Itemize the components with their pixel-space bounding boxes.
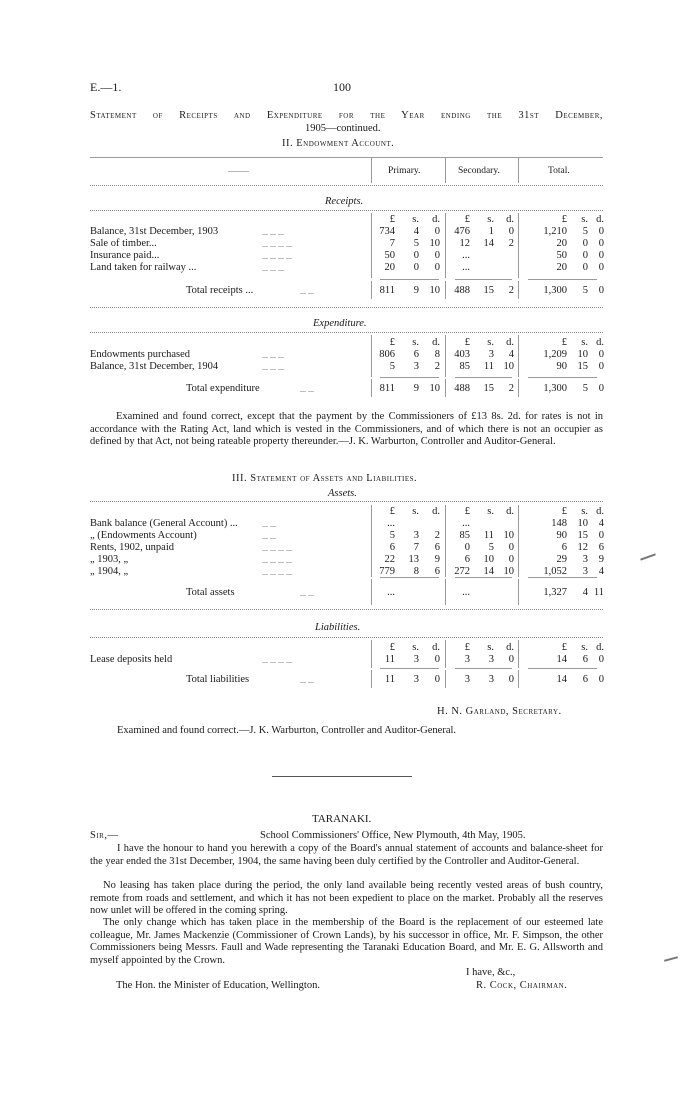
unit-label: d.: [506, 214, 514, 225]
receipts-row-total-shillings: 5: [582, 226, 588, 237]
liabilities-total-secondary-pounds: 3: [464, 674, 470, 685]
assets-row-total-pounds: 148: [551, 518, 567, 529]
expenditure-row-secondary-pounds: 85: [459, 361, 470, 372]
column-rule: [518, 379, 519, 397]
liabilities-total-secondary-pence: 0: [508, 674, 514, 685]
assets-row-total-shillings: 10: [577, 518, 588, 529]
liabilities-row-primary-shillings: 3: [413, 654, 419, 665]
statement-title: Statement of Receipts and Expenditure for the Year ending the 31st December,: [90, 110, 603, 121]
expenditure-row-secondary-pence: 4: [508, 349, 514, 360]
receipts-row-primary-pounds: 50: [384, 250, 395, 261]
expenditure-total-label: Total expenditure: [186, 383, 260, 394]
column-rule: [445, 379, 446, 397]
assets-total-leaders: ... ...: [300, 589, 314, 598]
total-col-header: Total.: [548, 166, 570, 176]
column-rule: [371, 281, 372, 299]
receipts-row-total-pence: 0: [598, 226, 604, 237]
liabilities-total-total-pounds: 14: [556, 674, 567, 685]
column-rule: [445, 579, 446, 605]
receipts-row-total-pounds: 50: [556, 250, 567, 261]
page-number: 100: [333, 80, 351, 94]
assets-row-total-pounds: 90: [556, 530, 567, 541]
unit-label: £: [561, 337, 567, 348]
liabilities-row-label: Lease deposits held: [90, 654, 173, 665]
expenditure-total-leaders: ... ...: [300, 385, 314, 394]
assets-total-total-pence: 11: [593, 587, 604, 598]
section-rule: [90, 307, 603, 308]
unit-label: s.: [412, 642, 419, 653]
column-rule: [445, 281, 446, 299]
assets-row-secondary-pounds: 85: [459, 530, 470, 541]
assets-row-secondary-pence: 10: [503, 566, 514, 577]
unit-label: s.: [487, 214, 494, 225]
assets-row-secondary-pounds: 6: [464, 554, 470, 565]
expenditure-total-secondary-pounds: 488: [454, 383, 470, 394]
unit-label: £: [389, 506, 395, 517]
liabilities-row-total-pounds: 14: [556, 654, 567, 665]
endowment-heading: II. Endowment Account.: [282, 138, 395, 149]
receipts-row-secondary-pounds: ...: [462, 262, 470, 273]
receipts-row-total-shillings: 0: [582, 262, 588, 273]
expenditure-row-primary-pence: 8: [434, 349, 440, 360]
letter-dateline: School Commissioners' Office, New Plymouth, 4th May, 1905.: [260, 830, 526, 841]
unit-label: d.: [596, 506, 604, 517]
liabilities-row-secondary-pence: 0: [508, 654, 514, 665]
column-rule: [445, 213, 446, 278]
expenditure-row-total-pounds: 90: [556, 361, 567, 372]
assets-row-primary-pounds: 22: [384, 554, 395, 565]
assets-row-total-pence: 4: [598, 566, 604, 577]
letter-title: TARANAKI.: [312, 813, 372, 825]
receipts-row-secondary-pounds: 476: [454, 226, 470, 237]
assets-row-secondary-shillings: 5: [488, 542, 494, 553]
assets-row-label: „ 1903, „: [90, 554, 129, 565]
receipts-row-primary-pounds: 734: [379, 226, 395, 237]
column-rule: [518, 213, 519, 278]
receipts-row-label: Insurance paid...: [90, 250, 160, 261]
unit-label: s.: [412, 214, 419, 225]
receipts-row-primary-shillings: 0: [413, 250, 419, 261]
margin-tick-mark: [640, 553, 656, 560]
expenditure-total-primary-pounds: 811: [379, 383, 395, 394]
receipts-row-leaders: ... ... ...: [262, 228, 284, 237]
assets-row-secondary-pounds: 0: [464, 542, 470, 553]
assets-row-secondary-pence: 10: [503, 530, 514, 541]
liabilities-total-secondary-shillings: 3: [488, 674, 494, 685]
receipts-total-secondary-pounds: 488: [454, 285, 470, 296]
assets-row-secondary-shillings: 14: [483, 566, 494, 577]
expenditure-row-primary-pounds: 806: [379, 349, 395, 360]
margin-tick-mark: [664, 956, 678, 962]
unit-label: d.: [432, 642, 440, 653]
liabilities-total-total-shillings: 6: [582, 674, 588, 685]
assets-row-primary-pounds: 5: [389, 530, 395, 541]
expenditure-row-primary-shillings: 3: [413, 361, 419, 372]
expenditure-row-total-shillings: 15: [577, 361, 588, 372]
assets-row-total-shillings: 3: [582, 566, 588, 577]
assets-row-secondary-pence: 0: [508, 542, 514, 553]
expenditure-total-total-pence: 0: [598, 383, 604, 394]
assets-row-total-pounds: 1,052: [543, 566, 567, 577]
assets-row-primary-pence: 6: [434, 542, 440, 553]
expenditure-row-total-pence: 0: [598, 349, 604, 360]
page-ref: E.—1.: [90, 80, 122, 94]
liabilities-total-primary-shillings: 3: [413, 674, 419, 685]
sum-rule: [528, 668, 597, 669]
assets-row-label: Rents, 1902, unpaid: [90, 542, 174, 553]
assets-row-primary-shillings: 7: [413, 542, 419, 553]
expenditure-row-total-shillings: 10: [577, 349, 588, 360]
assets-row-total-pence: 0: [598, 530, 604, 541]
expenditure-row-leaders: ... ... ...: [262, 351, 284, 360]
unit-label: £: [561, 642, 567, 653]
assets-total-total-pounds: 1,327: [543, 587, 567, 598]
assets-row-total-pence: 6: [598, 542, 604, 553]
sum-rule: [455, 577, 512, 578]
expenditure-total-total-shillings: 5: [582, 383, 588, 394]
receipts-row-secondary-shillings: 1: [488, 226, 494, 237]
receipts-row-label: Balance, 31st December, 1903: [90, 226, 219, 237]
receipts-row-primary-pounds: 7: [389, 238, 395, 249]
assets-heading: Assets.: [328, 488, 357, 499]
sum-rule: [455, 377, 512, 378]
assets-total-total-shillings: 4: [582, 587, 588, 598]
letter-paragraph-2: No leasing has taken place during the period, the only land available being recently vested areas of bush country, remote from roads and settlement, and which it has not been expedient to place on the market. Probably all the reserves now unlet will be offered in the coming spring.: [90, 880, 603, 916]
column-rule: [518, 281, 519, 299]
unit-label: £: [464, 337, 470, 348]
liabilities-total-primary-pence: 0: [434, 674, 440, 685]
assets-row-primary-shillings: 3: [413, 530, 419, 541]
sum-rule: [380, 577, 439, 578]
column-rule: [371, 379, 372, 397]
receipts-heading: Receipts.: [325, 196, 364, 207]
receipts-row-primary-shillings: 5: [413, 238, 419, 249]
receipts-total-secondary-pence: 2: [508, 285, 514, 296]
receipts-row-label: Sale of timber...: [90, 238, 157, 249]
column-rule: [518, 505, 519, 577]
liabilities-row-secondary-pounds: 3: [464, 654, 470, 665]
expenditure-row-leaders: ... ... ...: [262, 363, 284, 372]
unit-label: s.: [581, 506, 588, 517]
assets-row-primary-shillings: 13: [408, 554, 419, 565]
liabilities-total-total-pence: 0: [598, 674, 604, 685]
receipts-row-secondary-pounds: 12: [459, 238, 470, 249]
receipts-row-total-shillings: 0: [582, 250, 588, 261]
column-rule: [371, 670, 372, 688]
unit-label: d.: [432, 337, 440, 348]
assets-row-secondary-shillings: 11: [483, 530, 494, 541]
liabilities-row-leaders: ... ... ... ...: [262, 656, 292, 665]
unit-label: s.: [581, 337, 588, 348]
column-rule: [445, 640, 446, 668]
unit-label: s.: [412, 506, 419, 517]
receipts-row-secondary-shillings: 14: [483, 238, 494, 249]
receipts-row-primary-pence: 0: [434, 226, 440, 237]
receipts-row-primary-pence: 0: [434, 250, 440, 261]
assets-row-leaders: ... ... ... ...: [262, 568, 292, 577]
receipts-row-total-pounds: 1,210: [543, 226, 567, 237]
receipts-total-secondary-shillings: 15: [483, 285, 494, 296]
letter-addressee: The Hon. the Minister of Education, Wellington.: [116, 980, 320, 991]
liabilities-row-total-shillings: 6: [582, 654, 588, 665]
assets-row-primary-pounds: 779: [379, 566, 395, 577]
expenditure-row-secondary-pence: 10: [503, 361, 514, 372]
section-rule: [90, 609, 603, 610]
column-rule: [371, 640, 372, 668]
expenditure-row-label: Balance, 31st December, 1904: [90, 361, 219, 372]
unit-label: £: [464, 506, 470, 517]
unit-label: £: [464, 642, 470, 653]
assets-row-total-shillings: 12: [577, 542, 588, 553]
unit-label: £: [389, 214, 395, 225]
assets-row-total-shillings: 3: [582, 554, 588, 565]
unit-label: s.: [487, 506, 494, 517]
sum-rule: [455, 279, 512, 280]
letter-signature: R. Cock, Chairman.: [476, 980, 568, 991]
secretary-signature: H. N. Garland, Secretary.: [437, 706, 562, 717]
receipts-total-total-shillings: 5: [582, 285, 588, 296]
assets-row-primary-pounds: 6: [389, 542, 395, 553]
unit-label: £: [561, 506, 567, 517]
letter-paragraph-3: The only change which has taken place in the membership of the Board is the replacement of our esteemed late colleague, Mr. James Mackenzie (Commissioner of Crown Lands), by his successor in office, Mr. F. Simpson, the other Commissioners being Messrs. Faull and Wade representing the Taranaki Education Board, and Mr. E. G. Allsworth and myself appointed by the Crown.: [90, 917, 603, 966]
liabilities-heading: Liabilities.: [315, 622, 361, 633]
receipts-row-secondary-pounds: ...: [462, 250, 470, 261]
column-rule: [371, 505, 372, 577]
assets-row-leaders: ... ... ... ...: [262, 544, 292, 553]
liabilities-row-primary-pence: 0: [434, 654, 440, 665]
assets-row-total-pence: 9: [598, 554, 604, 565]
assets-row-total-pounds: 6: [561, 542, 567, 553]
assets-row-primary-pence: 6: [434, 566, 440, 577]
receipts-row-leaders: ... ... ... ...: [262, 252, 292, 261]
expenditure-total-primary-pence: 10: [429, 383, 440, 394]
assets-total-secondary-pounds: ...: [462, 587, 470, 598]
assets-row-secondary-shillings: 10: [483, 554, 494, 565]
sum-rule: [528, 279, 597, 280]
unit-label: s.: [581, 214, 588, 225]
column-rule: [445, 335, 446, 377]
unit-label: d.: [596, 214, 604, 225]
sum-rule: [380, 668, 439, 669]
receipts-total-primary-pence: 10: [429, 285, 440, 296]
column-rule: [518, 335, 519, 377]
unit-label: d.: [432, 214, 440, 225]
sum-rule: [528, 377, 597, 378]
assets-row-label: „ 1904, „: [90, 566, 129, 577]
primary-col-header: Primary.: [388, 166, 421, 176]
column-rule: [371, 579, 372, 605]
assets-row-leaders: ... ...: [262, 532, 276, 541]
expenditure-row-primary-pence: 2: [434, 361, 440, 372]
unit-label: £: [561, 214, 567, 225]
statement-title-continued: 1905—continued.: [305, 123, 381, 134]
unit-label: s.: [487, 642, 494, 653]
receipts-row-secondary-pence: 2: [508, 238, 514, 249]
assets-row-label: Bank balance (General Account) ...: [90, 518, 238, 529]
expenditure-total-primary-shillings: 9: [413, 383, 419, 394]
expenditure-row-label: Endowments purchased: [90, 349, 191, 360]
receipts-row-leaders: ... ... ...: [262, 264, 284, 273]
letter-salutation: Sir,—: [90, 830, 119, 841]
receipts-row-total-pounds: 20: [556, 238, 567, 249]
receipts-row-total-pence: 0: [598, 250, 604, 261]
liabilities-total-leaders: ... ...: [300, 676, 314, 685]
receipts-row-primary-pence: 0: [434, 262, 440, 273]
receipts-row-primary-pence: 10: [429, 238, 440, 249]
sum-rule: [528, 577, 597, 578]
unit-label: £: [389, 642, 395, 653]
unit-label: £: [464, 214, 470, 225]
receipts-row-total-pounds: 20: [556, 262, 567, 273]
receipts-row-total-shillings: 0: [582, 238, 588, 249]
liabilities-row-secondary-shillings: 3: [488, 654, 494, 665]
expenditure-row-primary-pounds: 5: [389, 361, 395, 372]
column-rule: [518, 579, 519, 605]
receipts-row-secondary-pence: 0: [508, 226, 514, 237]
sum-rule: [380, 377, 439, 378]
receipts-total-leaders: ... ...: [300, 287, 314, 296]
unit-label: s.: [412, 337, 419, 348]
secondary-col-header: Secondary.: [458, 166, 500, 176]
unit-label: £: [389, 337, 395, 348]
assets-row-total-pence: 4: [598, 518, 604, 529]
column-rule: [371, 213, 372, 278]
expenditure-row-secondary-shillings: 11: [483, 361, 494, 372]
sum-rule: [455, 668, 512, 669]
receipts-total-total-pence: 0: [598, 285, 604, 296]
unit-label: d.: [432, 506, 440, 517]
column-rule: [445, 670, 446, 688]
assets-total-label: Total assets: [186, 587, 235, 598]
unit-label: d.: [506, 642, 514, 653]
examined-paragraph: Examined and found correct, except that the payment by the Commissioners of £13 8s. 2d. for rates is not in accordance with the Rating Act, land which is vested in the Commissioners, and of which there is not an occupier as defined by that Act, not being rateable property thereunder.—J. K. Warburton, Controller and Auditor-General.: [90, 411, 603, 447]
examined-correct-line: Examined and found correct.—J. K. Warburton, Controller and Auditor-General.: [117, 725, 457, 736]
expenditure-row-total-pounds: 1,209: [543, 349, 567, 360]
column-rule: [445, 505, 446, 577]
expenditure-row-secondary-pounds: 403: [454, 349, 470, 360]
assets-row-primary-pounds: ...: [387, 518, 395, 529]
expenditure-total-secondary-pence: 2: [508, 383, 514, 394]
receipts-total-primary-shillings: 9: [413, 285, 419, 296]
receipts-row-total-pence: 0: [598, 262, 604, 273]
receipts-row-label: Land taken for railway ...: [90, 262, 197, 273]
receipts-row-leaders: ... ... ... ...: [262, 240, 292, 249]
assets-liabilities-heading: III. Statement of Assets and Liabilities.: [232, 473, 418, 484]
letter-paragraph-1: I have the honour to hand you herewith a copy of the Board's annual statement of accounts and balance-sheet for the year ended the 31st December, 1904, the same having been duly certified by the Controller and Auditor-General.: [90, 843, 603, 867]
receipts-row-total-pence: 0: [598, 238, 604, 249]
assets-row-secondary-pounds: ...: [462, 518, 470, 529]
expenditure-row-total-pence: 0: [598, 361, 604, 372]
receipts-total-total-pounds: 1,300: [543, 285, 567, 296]
assets-row-leaders: ... ... ... ...: [262, 556, 292, 565]
sum-rule: [380, 279, 439, 280]
column-rule: [518, 670, 519, 688]
assets-row-primary-pence: 9: [434, 554, 440, 565]
assets-row-leaders: ... ...: [262, 520, 276, 529]
receipts-total-primary-pounds: 811: [379, 285, 395, 296]
liabilities-total-primary-pounds: 11: [384, 674, 395, 685]
assets-row-secondary-pounds: 272: [454, 566, 470, 577]
column-rule: [518, 640, 519, 668]
liabilities-total-label: Total liabilities: [186, 674, 250, 685]
unit-label: s.: [487, 337, 494, 348]
column-rule: [371, 335, 372, 377]
receipts-total-label: Total receipts ...: [186, 285, 254, 296]
unit-label: d.: [506, 506, 514, 517]
expenditure-row-secondary-shillings: 3: [488, 349, 494, 360]
expenditure-row-primary-shillings: 6: [413, 349, 419, 360]
assets-row-total-shillings: 15: [577, 530, 588, 541]
assets-row-primary-shillings: 8: [413, 566, 419, 577]
expenditure-total-total-pounds: 1,300: [543, 383, 567, 394]
unit-label: d.: [596, 337, 604, 348]
assets-row-secondary-pence: 0: [508, 554, 514, 565]
expenditure-total-secondary-shillings: 15: [483, 383, 494, 394]
letter-closing: I have, &c.,: [466, 967, 516, 978]
receipts-row-primary-shillings: 4: [413, 226, 419, 237]
liabilities-row-primary-pounds: 11: [384, 654, 395, 665]
assets-row-label: „ (Endowments Account): [90, 530, 197, 541]
assets-total-primary-pounds: ...: [387, 587, 395, 598]
liabilities-row-total-pence: 0: [598, 654, 604, 665]
unit-label: s.: [581, 642, 588, 653]
blank-col-header: ——: [228, 166, 249, 177]
unit-label: d.: [596, 642, 604, 653]
receipts-row-primary-pounds: 20: [384, 262, 395, 273]
assets-row-primary-pence: 2: [434, 530, 440, 541]
expenditure-heading: Expenditure.: [313, 318, 367, 329]
receipts-row-primary-shillings: 0: [413, 262, 419, 273]
unit-label: d.: [506, 337, 514, 348]
assets-row-total-pounds: 29: [556, 554, 567, 565]
